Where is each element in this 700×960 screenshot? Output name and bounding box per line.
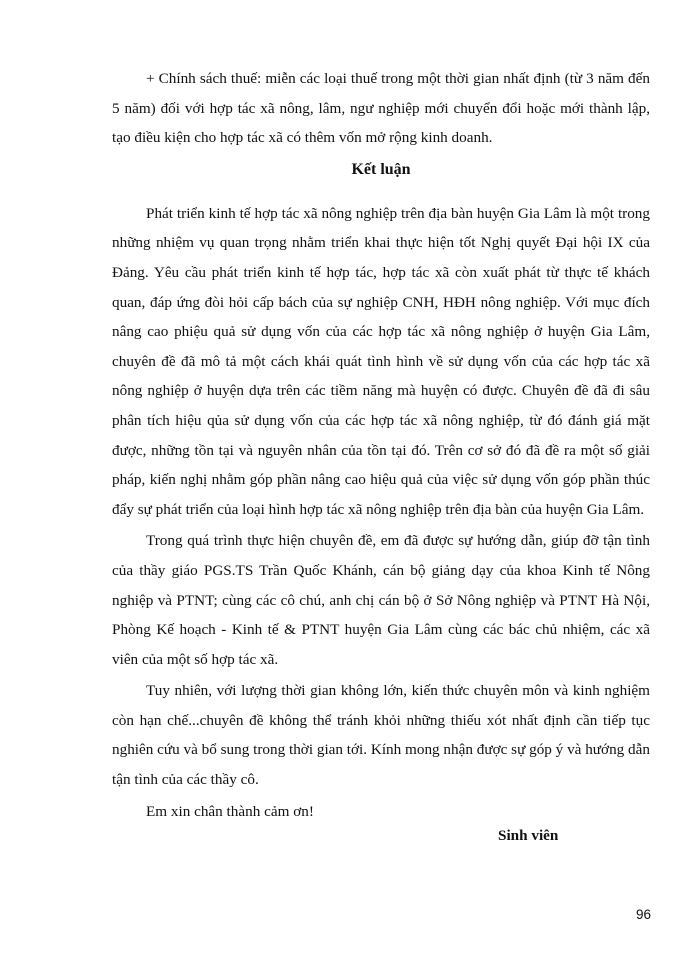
conclusion-paragraph-1: Phát triển kinh tế hợp tác xã nông nghiệp trên địa bàn huyện Gia Lâm là một trong những nhiệm vụ quan trọng nhằm triển khai thực hiện tốt Nghị quyết Đại hội IX của Đảng. Yêu cầu phát triển kinh tế hợp tác, hợp tác xã còn xuất phát từ thực tế khách quan, đáp ứng đòi hỏi cấp bách của sự nghiệp CNH, HĐH nông nghiệp. Với mục đích nâng cao phiệu quả sử dụng vốn của các hợp tác xã nông nghiệp ở huyện Gia Lâm, chuyên đề đã mô tả một cách khái quát tình hình về sử dụng vốn của các hợp tác xã nông nghiệp ở huyện dựa trên các tiềm năng mà huyện có được. Chuyên đề đã đi sâu phân tích hiệu qủa sử dụng vốn của các hợp tác xã nông nghiệp, từ đó đánh giá mặt được, những tồn tại và nguyên nhân của tồn tại đó. Trên cơ sở đó đã đề ra một số giải pháp, kiến nghị nhằm góp phần nâng cao hiệu quả của việc sử dụng vốn góp phần thúc đẩy sự phát triển của loại hình hợp tác xã nông nghiệp trên địa bàn của huyện Gia Lâm.	[112, 204, 650, 518]
conclusion-paragraph-2: Trong quá trình thực hiện chuyên đề, em đã được sự hướng dẫn, giúp đỡ tận tình của thầy giáo PGS.TS Trần Quốc Khánh, cán bộ giảng dạy của khoa Kinh tế Nông nghiệp và PTNT; cùng các cô chú, anh chị cán bộ ở Sở Nông nghiệp và PTNT Hà Nội, Phòng Kế hoạch - Kinh tế & PTNT huyện Gia Lâm cùng các bác chủ nhiệm, các xã viên của một số hợp tác xã.	[112, 532, 650, 668]
signature-label: Sinh viên	[498, 827, 559, 844]
page-number: 96	[636, 907, 652, 922]
tax-policy-paragraph: + Chính sách thuế: miễn các loại thuế trong một thời gian nhất định (từ 3 năm đến 5 năm) đối với hợp tác xã nông, lâm, ngư nghiệp mới chuyển đổi hoặc mới thành lập, tạo điều kiện cho hợp tác xã có thêm vốn mở rộng kinh doanh.	[112, 70, 650, 147]
conclusion-paragraph-3: Tuy nhiên, với lượng thời gian không lớn, kiến thức chuyên môn và kinh nghiệm còn hạn chế...chuyên đề không thể tránh khỏi những thiếu xót nhất định cần tiếp tục nghiên cứu và bổ sung trong thời gian tới. Kính mong nhận được sự góp ý và hướng dẫn tận tình của các thầy cô.	[112, 682, 650, 789]
thank-you-line: Em xin chân thành cảm ơn!	[146, 802, 314, 820]
document-body	[112, 64, 650, 826]
conclusion-heading: Kết luận	[351, 160, 411, 178]
